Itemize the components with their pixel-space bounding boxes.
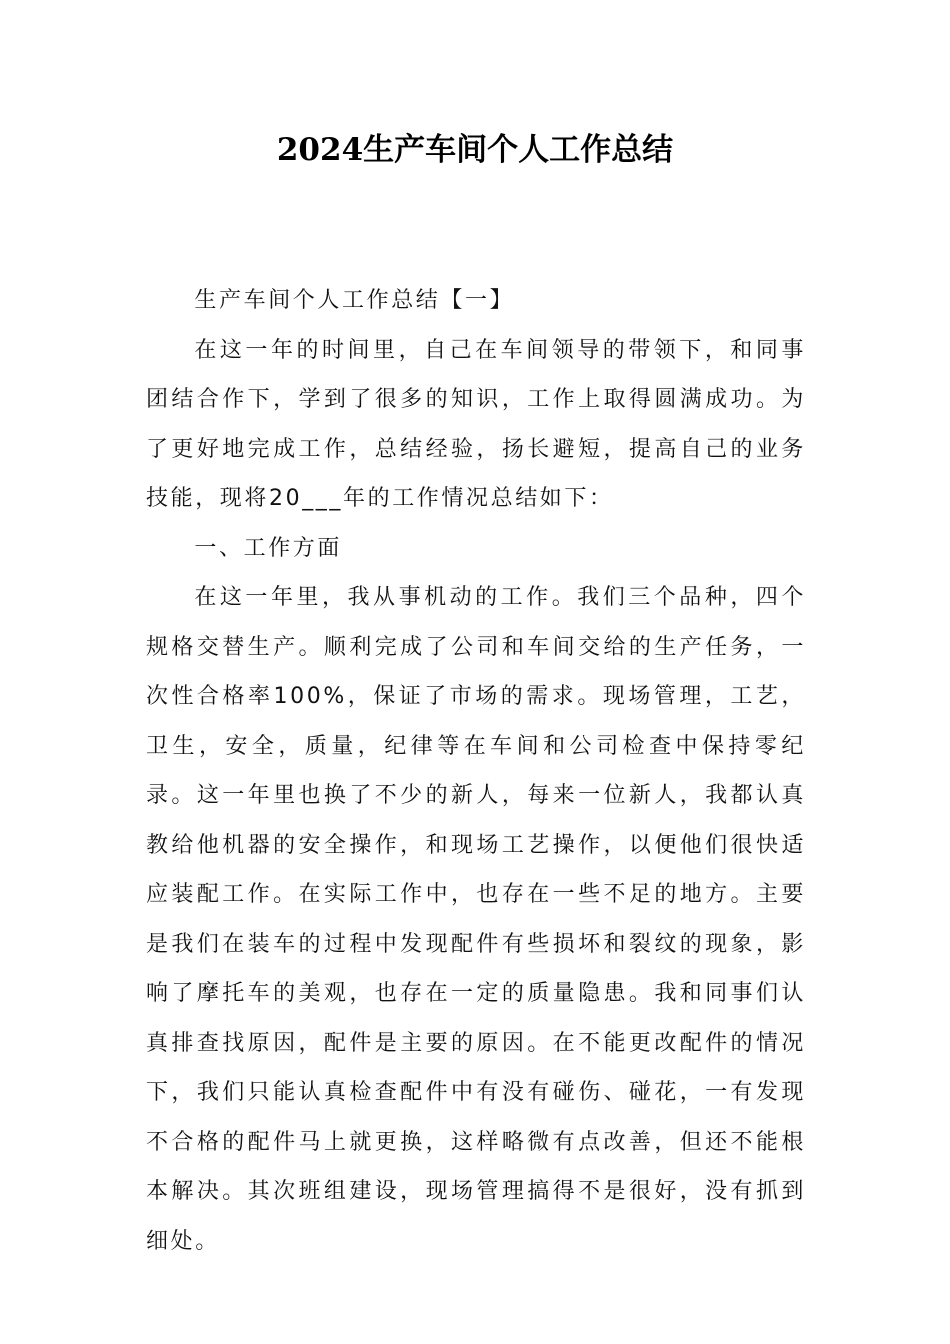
paragraph-intro: 在这一年的时间里，自己在车间领导的带领下，和同事团结合作下，学到了很多的知识，工作上取得圆满成功。为了更好地完成工作，总结经验，扬长避短，提高自己的业务技能，现将20___年的工作情况总结如下： — [146, 337, 806, 511]
section-title: 生产车间个人工作总结【一】 — [194, 288, 515, 313]
document-body — [146, 276, 806, 1266]
document-title: 2024生产车间个人工作总结 — [276, 132, 674, 168]
paragraph-work-details: 在这一年里，我从事机动的工作。我们三个品种，四个规格交替生产。顺利完成了公司和车间交给的生产任务，一次性合格率100%，保证了市场的需求。现场管理，工艺，卫生，安全，质量，纪律等在车间和公司检查中保持零纪录。这一年里也换了不少的新人，每来一位新人，我都认真教给他机器的安全操作，和现场工艺操作，以便他们很快适应装配工作。在实际工作中，也存在一些不足的地方。主要是我们在装车的过程中发现配件有些损坏和裂纹的现象，影响了摩托车的美观，也存在一定的质量隐患。我和同事们认真排查找原因，配件是主要的原因。在不能更改配件的情况下，我们只能认真检查配件中有没有碰伤、碰花，一有发现不合格的配件马上就更换，这样略微有点改善，但还不能根本解决。其次班组建设，现场管理搞得不是很好，没有抓到细处。 — [146, 585, 806, 1254]
subsection-heading-work: 一、工作方面 — [194, 535, 342, 561]
